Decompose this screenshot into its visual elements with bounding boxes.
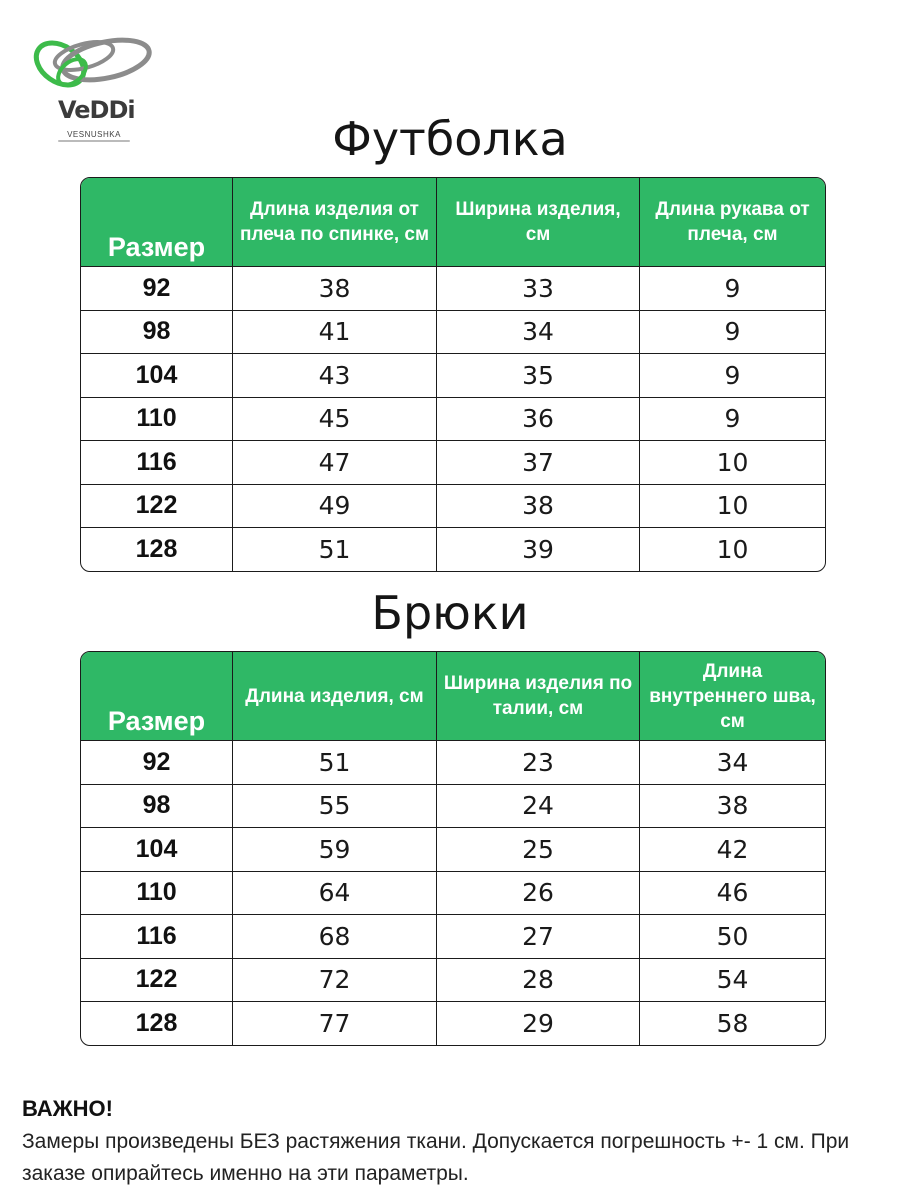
pants-header-row bbox=[81, 652, 825, 740]
table-row bbox=[81, 871, 825, 915]
header-length-back: Длина изделия от плеча по спинке, см bbox=[232, 178, 436, 266]
value-cell: 27 bbox=[436, 915, 639, 958]
value-cell: 38 bbox=[232, 267, 436, 310]
size-cell: 110 bbox=[136, 878, 177, 907]
size-cell: 92 bbox=[142, 273, 171, 302]
table-row bbox=[81, 440, 825, 484]
value-cell: 42 bbox=[639, 828, 825, 871]
value-cell: 49 bbox=[232, 485, 436, 528]
value-cell: 26 bbox=[436, 872, 639, 915]
value-cell: 9 bbox=[639, 311, 825, 354]
value-cell: 25 bbox=[436, 828, 639, 871]
value-cell: 9 bbox=[639, 267, 825, 310]
value-cell: 9 bbox=[639, 398, 825, 441]
value-cell: 34 bbox=[436, 311, 639, 354]
logo-wordmark: VeDDi bbox=[58, 96, 135, 124]
header-sleeve-length: Длина рукава от плеча, см bbox=[639, 178, 825, 266]
value-cell: 23 bbox=[436, 741, 639, 784]
size-cell: 122 bbox=[135, 491, 178, 520]
size-cell: 128 bbox=[135, 1008, 178, 1037]
header-length: Длина изделия, см bbox=[232, 652, 436, 740]
table-row bbox=[81, 484, 825, 528]
value-cell: 33 bbox=[436, 267, 639, 310]
size-cell: 128 bbox=[135, 534, 178, 563]
value-cell: 54 bbox=[639, 959, 825, 1002]
value-cell: 72 bbox=[232, 959, 436, 1002]
value-cell: 55 bbox=[232, 785, 436, 828]
header-width: Ширина изделия, см bbox=[436, 178, 639, 266]
logo-subtitle: VESNUSHKA bbox=[67, 130, 121, 139]
value-cell: 46 bbox=[639, 872, 825, 915]
table-row bbox=[81, 784, 825, 828]
value-cell: 24 bbox=[436, 785, 639, 828]
table-row bbox=[81, 914, 825, 958]
size-cell: 110 bbox=[136, 404, 177, 433]
tshirt-size-table bbox=[80, 177, 826, 572]
header-size: Размер bbox=[107, 232, 206, 262]
value-cell: 36 bbox=[436, 398, 639, 441]
table-row bbox=[81, 740, 825, 784]
value-cell: 38 bbox=[639, 785, 825, 828]
table-row bbox=[81, 527, 825, 571]
size-cell: 92 bbox=[142, 747, 171, 776]
value-cell: 43 bbox=[232, 354, 436, 397]
size-cell: 122 bbox=[135, 965, 178, 994]
size-cell: 116 bbox=[136, 447, 177, 476]
value-cell: 77 bbox=[232, 1002, 436, 1045]
value-cell: 10 bbox=[639, 528, 825, 571]
table-row bbox=[81, 827, 825, 871]
value-cell: 10 bbox=[639, 441, 825, 484]
size-cell: 98 bbox=[142, 791, 171, 820]
value-cell: 28 bbox=[436, 959, 639, 1002]
pants-title: Брюки bbox=[371, 586, 529, 640]
important-note bbox=[22, 1096, 882, 1190]
table-row bbox=[81, 310, 825, 354]
size-cell: 116 bbox=[136, 921, 177, 950]
header-waist-width: Ширина изделия по талии, см bbox=[436, 652, 639, 740]
value-cell: 38 bbox=[436, 485, 639, 528]
value-cell: 41 bbox=[232, 311, 436, 354]
table-row bbox=[81, 397, 825, 441]
tshirt-header-row bbox=[81, 178, 825, 266]
table-row bbox=[81, 266, 825, 310]
value-cell: 45 bbox=[232, 398, 436, 441]
value-cell: 47 bbox=[232, 441, 436, 484]
value-cell: 10 bbox=[639, 485, 825, 528]
pants-size-table bbox=[80, 651, 826, 1046]
table-row bbox=[81, 958, 825, 1002]
note-text: Замеры произведены БЕЗ растяжения ткани. Допускается погрешность +- 1 см. При заказе опирайтесь именно на эти параметры. bbox=[22, 1130, 850, 1185]
value-cell: 51 bbox=[232, 741, 436, 784]
size-cell: 104 bbox=[135, 834, 178, 863]
tshirt-title: Футболка bbox=[332, 112, 568, 166]
value-cell: 50 bbox=[639, 915, 825, 958]
value-cell: 68 bbox=[232, 915, 436, 958]
value-cell: 58 bbox=[639, 1002, 825, 1045]
value-cell: 35 bbox=[436, 354, 639, 397]
value-cell: 37 bbox=[436, 441, 639, 484]
value-cell: 9 bbox=[639, 354, 825, 397]
value-cell: 59 bbox=[232, 828, 436, 871]
table-row bbox=[81, 353, 825, 397]
value-cell: 51 bbox=[232, 528, 436, 571]
value-cell: 34 bbox=[639, 741, 825, 784]
header-inseam-length: Длина внутреннего шва, см bbox=[639, 652, 825, 740]
size-cell: 104 bbox=[135, 360, 178, 389]
size-cell: 98 bbox=[142, 317, 171, 346]
value-cell: 39 bbox=[436, 528, 639, 571]
value-cell: 29 bbox=[436, 1002, 639, 1045]
note-title: ВАЖНО! bbox=[22, 1096, 113, 1121]
value-cell: 64 bbox=[232, 872, 436, 915]
header-size: Размер bbox=[107, 706, 206, 736]
table-row bbox=[81, 1001, 825, 1045]
